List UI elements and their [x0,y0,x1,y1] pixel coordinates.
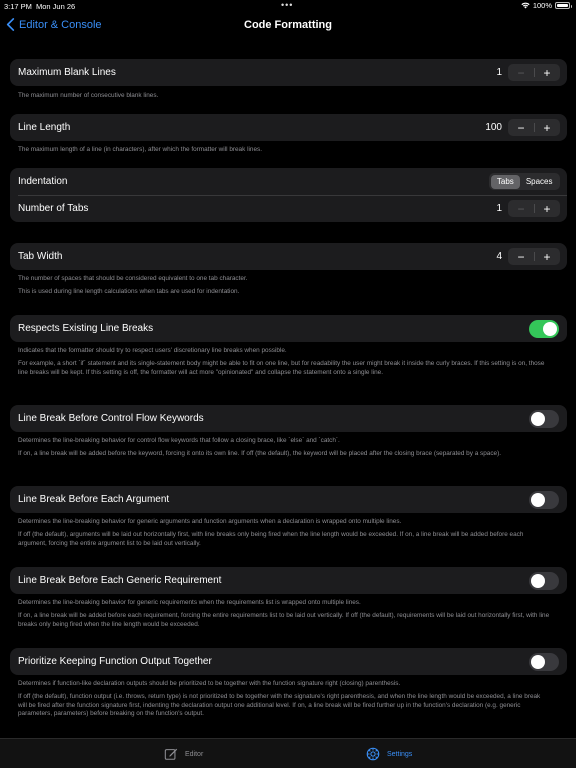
indentation-row [10,168,567,195]
respects-line-breaks-footer [18,347,550,377]
segment-tabs[interactable]: Tabs [491,175,520,189]
tab-width-value: 4 [496,251,502,262]
footer-text: The maximum length of a line (in characters), after which the formatter will break lines. [18,146,263,153]
indentation-group [10,168,567,222]
footer-text: For example, a short `if` statement and its single-statement body might be able to fit on one line, but for readability the user might break it inside the curly braces. If this setting is on, those line breaks will be kept. If this setting is off, the formatter will act more "opinionated" and collapse the statement onto a single line. [18,360,545,376]
function-output-footer [18,680,550,719]
toggle-knob [531,412,545,426]
footer-text: Determines the line-breaking behavior for generic requirements when the requirements list is wrapped onto multiple lines. [18,599,361,606]
decrement-button[interactable]: − [517,120,525,135]
pencil-square-icon [164,747,178,761]
control-flow-footer [18,437,550,459]
toggle-knob [531,655,545,669]
max-blank-lines-label: Maximum Blank Lines [18,67,116,78]
control-flow-toggle[interactable] [529,410,559,428]
tab-settings-label: Settings [387,750,413,758]
tab-editor-label: Editor [185,750,204,758]
tab-width-row [10,243,567,270]
max-blank-lines-stepper[interactable] [508,64,560,81]
navigation-bar [0,12,576,40]
respects-line-breaks-group [10,315,567,342]
control-flow-label: Line Break Before Control Flow Keywords [18,413,204,424]
footer-text: If off (the default), function output (i.e. throws, return type) is not prioritized to be together with the signature's right parenthesis, and when the line length would be exceeded, a line break will be fired after the function signature first, indenting the declaration output one additional level. If on, a line break will be fired further up in the function's declaration (e.g. generic parameters, parameters) before breaking on the function's output. [18,693,541,718]
tab-editor[interactable] [164,747,203,761]
battery-icon [555,2,570,9]
tab-width-group [10,243,567,270]
line-length-group [10,114,567,141]
footer-text: The maximum number of consecutive blank lines. [18,92,159,99]
number-of-tabs-value: 1 [496,203,502,214]
footer-text: If on, a line break will be added before the keyword, forcing it onto its own line. If off (the default), the keyword will be placed after the closing brace (separated by a space). [18,450,501,458]
indentation-label: Indentation [18,176,68,187]
tab-settings[interactable] [366,747,412,761]
footer-text: Determines the line-breaking behavior for control flow keywords that follow a closing brace, like `else` and `catch`. [18,437,340,444]
battery-percentage: 100% [532,1,552,10]
page-title: Code Formatting [244,19,332,31]
tab-bar [0,738,576,768]
decrement-button[interactable]: − [517,201,525,216]
generic-requirement-footer [18,599,550,629]
function-output-group [10,648,567,675]
function-output-toggle[interactable] [529,653,559,671]
respects-line-breaks-toggle[interactable] [529,320,559,338]
line-length-value: 100 [485,122,502,133]
gear-icon [366,747,380,761]
line-length-row [10,114,567,141]
line-length-stepper[interactable] [508,119,560,136]
generic-requirement-row [10,567,567,594]
each-argument-toggle[interactable] [529,491,559,509]
number-of-tabs-stepper[interactable] [508,200,560,217]
generic-requirement-label: Line Break Before Each Generic Requirement [18,575,222,586]
function-output-label: Prioritize Keeping Function Output Together [18,656,212,667]
status-date: Mon Jun 26 [36,2,76,11]
line-length-footer [18,146,550,154]
status-bar [0,0,576,12]
tab-width-stepper[interactable] [508,248,560,265]
footer-text: Indicates that the formatter should try to respect users' discretionary line breaks when possible. [18,347,287,354]
wifi-icon [521,2,530,9]
footer-text: Determines if function-like declaration outputs should be prioritized to be together with the function signature right (closing) parenthesis. [18,680,401,687]
footer-text: The number of spaces that should be considered equivalent to one tab character. [18,275,248,282]
increment-button[interactable]: + [543,201,551,216]
each-argument-label: Line Break Before Each Argument [18,494,170,505]
line-length-label: Line Length [18,122,71,133]
generic-requirement-group [10,567,567,594]
respects-line-breaks-row [10,315,567,342]
status-indicators [521,1,570,10]
max-blank-lines-row [10,59,567,86]
increment-button[interactable]: + [543,65,551,80]
footer-text: Determines the line-breaking behavior for generic arguments and function arguments when a declaration is wrapped onto multiple lines. [18,518,402,525]
function-output-row [10,648,567,675]
control-flow-group [10,405,567,432]
number-of-tabs-label: Number of Tabs [18,203,89,214]
respects-line-breaks-label: Respects Existing Line Breaks [18,323,154,334]
generic-requirement-toggle[interactable] [529,572,559,590]
decrement-button[interactable]: − [517,65,525,80]
number-of-tabs-row [10,195,567,222]
segment-spaces[interactable]: Spaces [525,177,553,186]
footer-text: If off (the default), arguments will be laid out horizontally first, with line breaks only being fired when the line length would be exceeded. If on, a line break will be added before each argument, forcing the entire argument list to be laid out vertically. [18,531,524,547]
toggle-knob [531,574,545,588]
control-flow-row [10,405,567,432]
status-time: 3:17 PM [4,2,32,11]
each-argument-group [10,486,567,513]
each-argument-footer [18,518,550,548]
multitasking-dots[interactable]: ••• [281,0,294,10]
footer-text: This is used during line length calculations when tabs are used for indentation. [18,288,240,296]
indentation-segmented-control[interactable] [489,173,560,190]
footer-text: If on, a line break will be added before each requirement, forcing the entire requirements list to be laid out vertically. If off (the default), requirements will be laid out horizontally first, with line breaks only being fired when the line length would be exceeded. [18,612,550,628]
back-button-label: Editor & Console [19,18,102,31]
increment-button[interactable]: + [543,120,551,135]
toggle-knob [531,493,545,507]
toggle-knob [543,322,557,336]
tab-width-footer [18,275,550,297]
max-blank-lines-value: 1 [496,67,502,78]
tab-width-label: Tab Width [18,251,63,262]
increment-button[interactable]: + [543,249,551,264]
max-blank-lines-footer [18,92,550,100]
decrement-button[interactable]: − [517,249,525,264]
each-argument-row [10,486,567,513]
max-blank-lines-group [10,59,567,86]
